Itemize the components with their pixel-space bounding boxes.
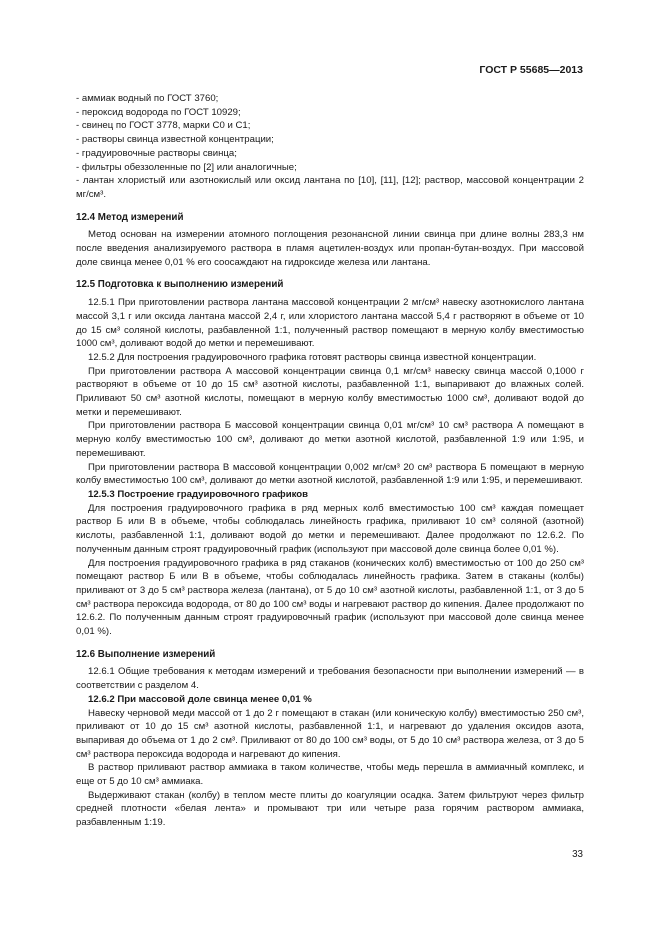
list-item: - аммиак водный по ГОСТ 3760; xyxy=(76,93,219,104)
paragraph: Для построения градуировочного графика в ряд мерных колб вместимостью 100 см³ каждая помещает раствор Б или В в объеме, чтобы соблюдалась линейность графика, приливают 10 см³ соляной (азотной) кислоты, разбавленной 1:1, доливают водой до метки и перемешивают. Далее продолжают по 12.6.2. По полученным данным строят градуировочный график (используют при массовой доле свинца более 0,01 %). xyxy=(76,502,584,555)
list-item: - градуировочные растворы свинца; xyxy=(76,147,237,159)
paragraph: В раствор приливают раствор аммиака в таком количестве, чтобы медь перешла в аммиачный комплекс, и еще от 5 до 10 см³ аммиака. xyxy=(76,762,584,788)
page-number: 33 xyxy=(572,849,583,860)
paragraph: 12.6.1 Общие требования к методам измерений и требования безопасности при выполнении измерений — в соответствии с разделом 4. xyxy=(76,666,584,692)
paragraph: При приготовлении раствора В массовой концентрации 0,002 мг/см³ 20 см³ раствора Б помещают в мерную колбу вместимостью 100 см³, доливают до метки азотной кислотой, разбавленной 1:9 или 1:95, и перемешивают. xyxy=(76,461,584,487)
paragraph: 12.5.1 При приготовлении раствора лантана массовой концентрации 2 мг/см³ навеску азотнокислого лантана массой 3,1 г или оксида лантана массой 2,4 г, или хлористого лантана массой 5,4 г растворяют в объеме от 10 до 15 см³ соляной кислоты, разбавленной 1:1, полученный раствор помещают в мерную колбу вместимостью 1000 см³, доливают водой до метки и перемешивают. xyxy=(76,297,584,350)
paragraph: Выдерживают стакан (колбу) в теплом месте плиты до коагуляции осадка. Затем фильтруют через фильтр средней плотности «белая лента» и промывают три или четыре раза горячим раствором аммиака, разбавленным 1:19. xyxy=(76,789,584,829)
list-item: - пероксид водорода по ГОСТ 10929; xyxy=(76,106,241,118)
list-item: - свинец по ГОСТ 3778, марки С0 и С1; xyxy=(76,120,251,132)
section-heading-12-5: 12.5 Подготовка к выполнению измерений xyxy=(76,279,284,291)
list-item: - растворы свинца известной концентрации; xyxy=(76,134,274,146)
document-body xyxy=(76,92,584,830)
document-header: ГОСТ Р 55685—2013 xyxy=(479,64,583,76)
section-heading-12-6: 12.6 Выполнение измерений xyxy=(76,648,216,660)
section-heading-12-4: 12.4 Метод измерений xyxy=(76,211,184,223)
paragraph: Навеску черновой меди массой от 1 до 2 г помещают в стакан (или коническую колбу) вместимостью 250 см³, приливают от 10 до 15 см³ азотной кислоты, разбавленной 1:1, и нагревают до удаления оксидов азота, выпаривая до объема от 1 до 2 см³. Приливают от 80 до 100 см³ воды, от 5 до 10 см³ раствора железа, от 3 до 5 см³ раствора пероксида водорода и нагревают до кипения. xyxy=(76,707,584,760)
subsection-heading-12-6-2: 12.6.2 При массовой доле свинца менее 0,01 % xyxy=(88,693,312,705)
list-item: - лантан хлористый или азотнокислый или оксид лантана по [10], [11], [12]; раствор, массовой концентрации 2 мг/см³. xyxy=(76,175,584,200)
list-item: - фильтры обеззоленные по [2] или аналогичные; xyxy=(76,161,297,173)
paragraph: Метод основан на измерении атомного поглощения резонансной линии свинца при длине волны 283,3 нм после введения анализируемого раствора в пламя ацетилен-воздух или пропан-бутан-воздух. При массовой доле свинца менее 0,01 % его соосаждают на гидроксиде железа или лантана. xyxy=(76,229,584,268)
paragraph: При приготовлении раствора А массовой концентрации свинца 0,1 мг/см³ навеску свинца массой 0,1000 г растворяют в объеме от 10 до 15 см³ азотной кислоты, разбавленной 1:1, выпаривают до влажных солей. Приливают 50 см³ азотной кислоты, помещают в мерную колбу вместимостью 1000 см³, доливают водой до метки и перемешивают. xyxy=(76,365,584,418)
paragraph: Для построения градуировочного графика в ряд стаканов (конических колб) вместимостью от 100 до 250 см³ помещают раствор Б или В в объеме, чтобы соблюдалась линейность графика. Затем в стаканы (колбы) приливают от 3 до 5 см³ раствора железа (лантана), от 5 до 10 см³ азотной кислоты, разбавленной 1:1, от 3 до 5 см³ раствора пероксида водорода, от 80 до 100 см³ воды и нагревают раствор до кипения. Далее продолжают по 12.6.2. По полученным данным строят градуировочный график (используют при массовой доле свинца менее 0,01 %). xyxy=(76,557,584,638)
subsection-heading-12-5-3: 12.5.3 Построение градуировочного графиков xyxy=(88,488,309,500)
paragraph: 12.5.2 Для построения градуировочного графика готовят растворы свинца известной концентрации. xyxy=(88,351,537,363)
paragraph: При приготовлении раствора Б массовой концентрации свинца 0,01 мг/см³ 10 см³ раствора А помещают в мерную колбу вместимостью 100 см³, доливают до метки азотной кислотой, разбавленной 1:9 или 1:95, и перемешивают. xyxy=(76,420,584,459)
